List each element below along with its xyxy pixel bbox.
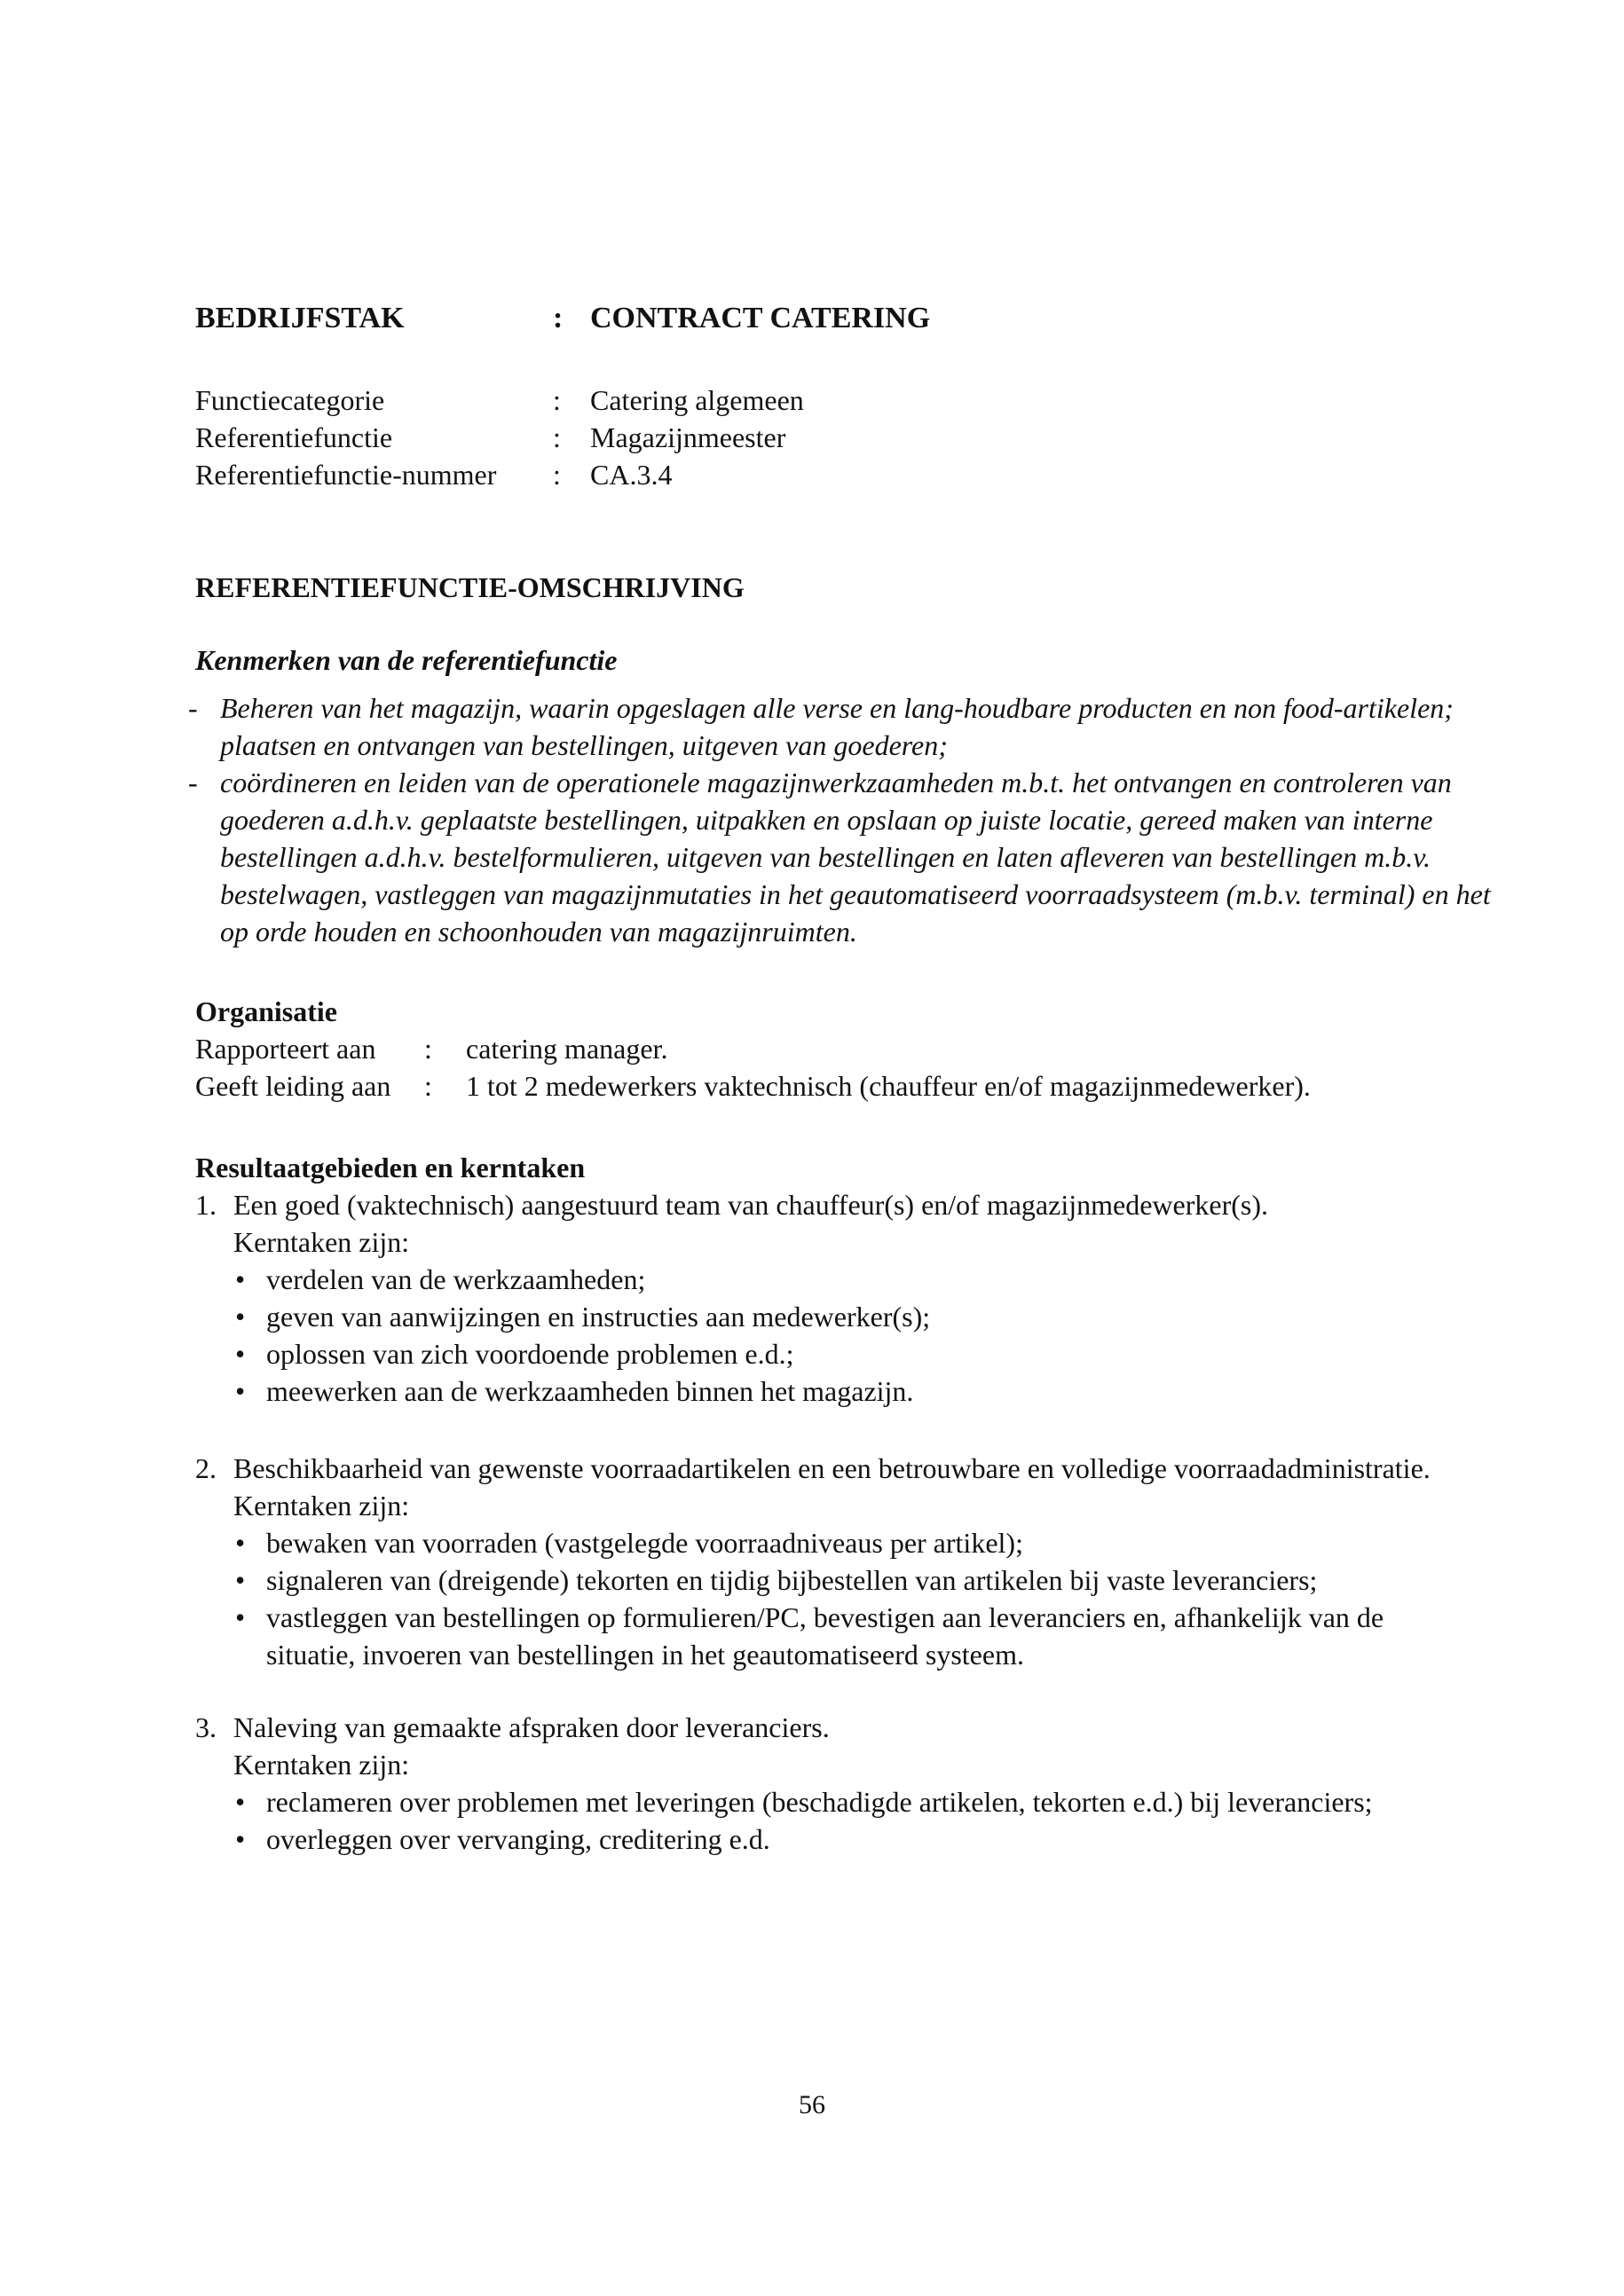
organisatie-block: [195, 1030, 1505, 1105]
kenmerken-list: [188, 689, 1491, 950]
round-bullet-icon: •: [235, 1601, 246, 1633]
organisatie-row-leiding: [195, 1067, 1505, 1105]
resultaat-item-1: [195, 1186, 1505, 1410]
page-number: 56: [799, 2090, 825, 2119]
item-subheading: Kerntaken zijn:: [233, 1490, 410, 1521]
bullet-item: [233, 1261, 1473, 1298]
round-bullet-icon: •: [235, 1786, 246, 1818]
round-bullet-icon: •: [235, 1301, 246, 1333]
item-body: [233, 1709, 1505, 1858]
list-item-text: coördineren en leiden van de operationele magazijnwerkzaamheden m.b.t. het ontvangen en controleren van goederen a.d.h.v. geplaatste bestellingen, uitpakken en opslaan op juiste locatie, gereed maken van interne bestellingen a.d.h.v. bestelformulieren, uitgeven van bestellingen en laten afleveren van bestellingen m.b.v. bestelwagen, vastleggen van magazijnmutaties in het geautomatiseerd voorraadsysteem (m.b.v. terminal) en het op orde houden en schoonhouden van magazijnruimten.: [220, 767, 1491, 947]
meta-colon: :: [553, 459, 561, 491]
doc-title-label: BEDRIJFSTAK: [195, 302, 405, 334]
meta-colon: :: [553, 384, 561, 416]
round-bullet-icon: •: [235, 1263, 246, 1295]
item-number: 3.: [195, 1711, 217, 1743]
organisatie-value: 1 tot 2 medewerkers vaktechnisch (chauffeur en/of magazijnmedewerker).: [466, 1070, 1311, 1102]
meta-row-functiecategorie: [195, 381, 1505, 419]
organisatie-label: Rapporteert aan: [195, 1033, 376, 1065]
section-heading-omschrijving: REFERENTIEFUNCTIE-OMSCHRIJVING: [195, 571, 745, 603]
round-bullet-icon: •: [235, 1338, 246, 1370]
round-bullet-icon: •: [235, 1564, 246, 1596]
bullet-text: overleggen over vervanging, creditering e.d.: [266, 1823, 770, 1855]
doc-title-value: CONTRACT CATERING: [590, 302, 931, 334]
meta-block: [195, 381, 1505, 493]
item-number: 1.: [195, 1189, 217, 1221]
list-item-text: Beheren van het magazijn, waarin opgeslagen alle verse en lang-houdbare producten en non food-artikelen; plaatsen en ontvangen van bestellingen, uitgeven van goederen;: [220, 692, 1454, 761]
item-number: 2.: [195, 1452, 217, 1484]
resultaat-item-2: [195, 1450, 1505, 1673]
dash-bullet-icon: -: [188, 692, 198, 724]
resultaat-heading: Resultaatgebieden en kerntaken: [195, 1152, 586, 1183]
organisatie-colon: :: [424, 1070, 432, 1102]
bullet-item: [233, 1783, 1473, 1820]
bullet-text: geven van aanwijzingen en instructies aan medewerker(s);: [266, 1301, 931, 1333]
meta-colon: :: [553, 421, 561, 453]
bullet-text: reclameren over problemen met leveringen (beschadigde artikelen, tekorten e.d.) bij leveranciers;: [266, 1786, 1373, 1818]
bullet-text: vastleggen van bestellingen op formulieren/PC, bevestigen aan leveranciers en, afhankelijk van de situatie, invoeren van bestellingen in het geautomatiseerd systeem.: [266, 1601, 1384, 1671]
bullet-text: signaleren van (dreigende) tekorten en tijdig bijbestellen van artikelen bij vaste leveranciers;: [266, 1564, 1318, 1596]
kenmerken-heading: Kenmerken van de referentiefunctie: [195, 644, 618, 676]
meta-value: CA.3.4: [590, 459, 673, 491]
bullet-item: [233, 1524, 1473, 1561]
item-text: Naleving van gemaakte afspraken door leveranciers.: [233, 1711, 830, 1743]
bullet-item: [233, 1599, 1473, 1673]
bullet-item: [233, 1372, 1473, 1410]
meta-label: Referentiefunctie-nummer: [195, 459, 497, 491]
round-bullet-icon: •: [235, 1527, 246, 1559]
bullet-item: [233, 1298, 1473, 1335]
bullet-text: meewerken aan de werkzaamheden binnen het magazijn.: [266, 1375, 914, 1407]
meta-label: Functiecategorie: [195, 384, 385, 416]
item-subheading: Kerntaken zijn:: [233, 1749, 410, 1781]
meta-value: Catering algemeen: [590, 384, 804, 416]
organisatie-row-rapporteert: [195, 1030, 1505, 1067]
meta-label: Referentiefunctie: [195, 421, 393, 453]
meta-value: Magazijnmeester: [590, 421, 786, 453]
list-item: [188, 689, 1491, 764]
organisatie-label: Geeft leiding aan: [195, 1070, 391, 1102]
bullet-text: bewaken van voorraden (vastgelegde voorraadniveaus per artikel);: [266, 1527, 1023, 1559]
dash-bullet-icon: -: [188, 767, 198, 798]
bullet-item: [233, 1561, 1473, 1599]
bullet-text: oplossen van zich voordoende problemen e.d.;: [266, 1338, 794, 1370]
item-text: Een goed (vaktechnisch) aangestuurd team van chauffeur(s) en/of magazijnmedewerker(s).: [233, 1189, 1268, 1221]
resultaat-item-3: [195, 1709, 1505, 1858]
bullet-text: verdelen van de werkzaamheden;: [266, 1263, 646, 1295]
round-bullet-icon: •: [235, 1823, 246, 1855]
item-body: [233, 1450, 1505, 1673]
item-body: [233, 1186, 1505, 1410]
meta-row-referentiefunctie: [195, 419, 1505, 456]
bullet-item: [233, 1820, 1473, 1858]
bullet-item: [233, 1335, 1473, 1372]
doc-title-row: [195, 300, 1505, 337]
organisatie-heading: Organisatie: [195, 995, 337, 1027]
item-subheading: Kerntaken zijn:: [233, 1226, 410, 1258]
doc-title-colon: :: [553, 302, 564, 334]
meta-row-referentiefunctie-nummer: [195, 456, 1505, 493]
round-bullet-icon: •: [235, 1375, 246, 1407]
item-text: Beschikbaarheid van gewenste voorraadartikelen en een betrouwbare en volledige voorraadadministratie.: [233, 1452, 1431, 1484]
document-content: [188, 300, 1505, 1858]
organisatie-value: catering manager.: [466, 1033, 668, 1065]
organisatie-colon: :: [424, 1033, 432, 1065]
list-item: [188, 764, 1491, 950]
